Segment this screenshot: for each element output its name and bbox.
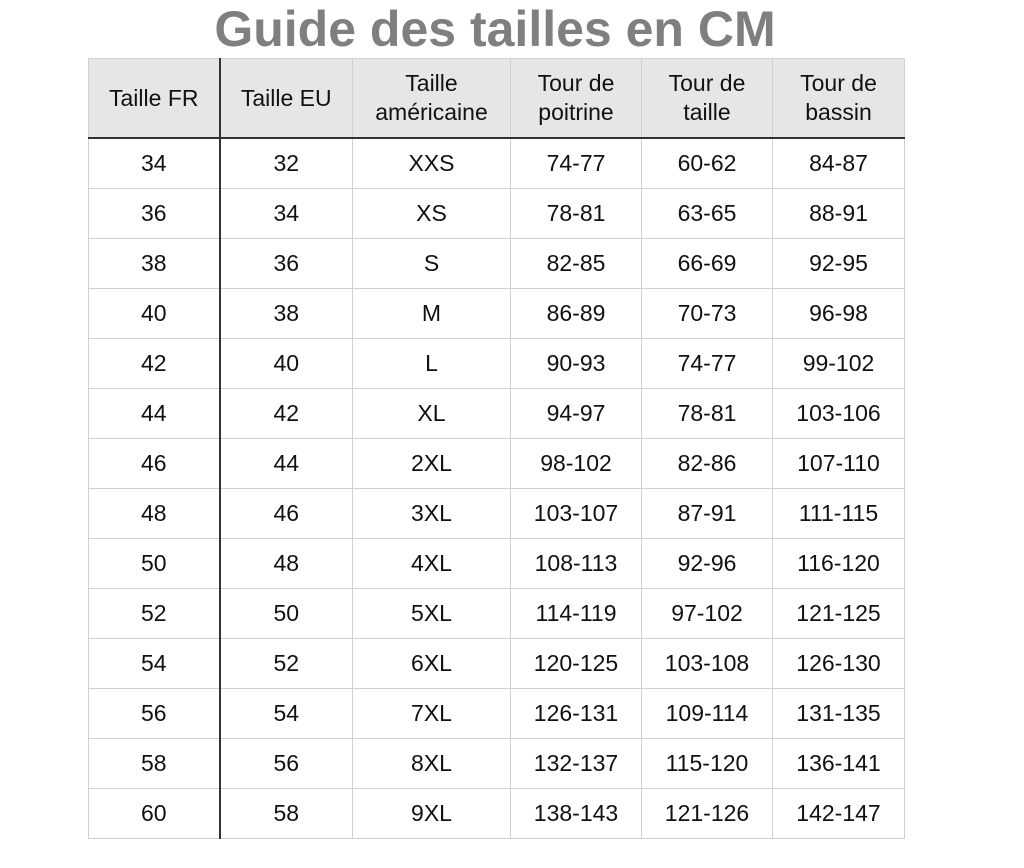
- cell-taille-fr: 52: [89, 589, 220, 639]
- cell-taille-eu: 40: [220, 339, 353, 389]
- cell-taille-eu: 36: [220, 239, 353, 289]
- table-row: [89, 539, 905, 589]
- cell-tour-de-bassin: 131-135: [773, 689, 905, 739]
- cell-taille-americaine: 3XL: [353, 489, 511, 539]
- cell-taille-fr: 40: [89, 289, 220, 339]
- cell-taille-eu: 48: [220, 539, 353, 589]
- cell-taille-americaine: 4XL: [353, 539, 511, 589]
- cell-taille-americaine: 5XL: [353, 589, 511, 639]
- cell-tour-de-taille: 121-126: [642, 789, 773, 839]
- cell-taille-americaine: M: [353, 289, 511, 339]
- cell-tour-de-poitrine: 78-81: [511, 189, 642, 239]
- cell-tour-de-taille: 87-91: [642, 489, 773, 539]
- cell-taille-eu: 50: [220, 589, 353, 639]
- header-tour-de-taille: Tour de taille: [642, 59, 773, 139]
- table-row: [89, 639, 905, 689]
- table-row: [89, 289, 905, 339]
- cell-tour-de-taille: 60-62: [642, 138, 773, 189]
- header-row: [89, 59, 905, 139]
- cell-tour-de-bassin: 84-87: [773, 138, 905, 189]
- cell-tour-de-poitrine: 108-113: [511, 539, 642, 589]
- cell-taille-eu: 46: [220, 489, 353, 539]
- cell-tour-de-taille: 97-102: [642, 589, 773, 639]
- cell-tour-de-poitrine: 86-89: [511, 289, 642, 339]
- cell-taille-eu: 52: [220, 639, 353, 689]
- table-header: [89, 59, 905, 139]
- cell-tour-de-bassin: 142-147: [773, 789, 905, 839]
- cell-taille-fr: 60: [89, 789, 220, 839]
- cell-taille-fr: 46: [89, 439, 220, 489]
- cell-tour-de-bassin: 99-102: [773, 339, 905, 389]
- cell-tour-de-taille: 63-65: [642, 189, 773, 239]
- cell-tour-de-taille: 78-81: [642, 389, 773, 439]
- table-row: [89, 189, 905, 239]
- size-chart-table: [88, 58, 905, 839]
- table-row: [89, 489, 905, 539]
- cell-taille-eu: 44: [220, 439, 353, 489]
- table-row: [89, 439, 905, 489]
- cell-tour-de-bassin: 107-110: [773, 439, 905, 489]
- cell-taille-fr: 38: [89, 239, 220, 289]
- cell-tour-de-poitrine: 94-97: [511, 389, 642, 439]
- cell-tour-de-bassin: 96-98: [773, 289, 905, 339]
- cell-tour-de-bassin: 88-91: [773, 189, 905, 239]
- cell-tour-de-taille: 109-114: [642, 689, 773, 739]
- cell-tour-de-poitrine: 90-93: [511, 339, 642, 389]
- cell-taille-americaine: XXS: [353, 138, 511, 189]
- cell-tour-de-bassin: 136-141: [773, 739, 905, 789]
- cell-tour-de-poitrine: 98-102: [511, 439, 642, 489]
- cell-tour-de-taille: 92-96: [642, 539, 773, 589]
- header-taille-americaine: Taille américaine: [353, 59, 511, 139]
- cell-taille-eu: 38: [220, 289, 353, 339]
- cell-taille-americaine: 8XL: [353, 739, 511, 789]
- cell-tour-de-bassin: 103-106: [773, 389, 905, 439]
- header-tour-de-poitrine: Tour de poitrine: [511, 59, 642, 139]
- header-taille-eu: Taille EU: [220, 59, 353, 139]
- cell-taille-eu: 56: [220, 739, 353, 789]
- header-tour-de-bassin: Tour de bassin: [773, 59, 905, 139]
- cell-taille-fr: 36: [89, 189, 220, 239]
- cell-taille-americaine: 7XL: [353, 689, 511, 739]
- cell-taille-americaine: XS: [353, 189, 511, 239]
- cell-tour-de-bassin: 126-130: [773, 639, 905, 689]
- cell-taille-eu: 54: [220, 689, 353, 739]
- cell-taille-fr: 58: [89, 739, 220, 789]
- cell-tour-de-poitrine: 82-85: [511, 239, 642, 289]
- cell-taille-eu: 34: [220, 189, 353, 239]
- cell-taille-americaine: 6XL: [353, 639, 511, 689]
- cell-taille-fr: 44: [89, 389, 220, 439]
- cell-tour-de-poitrine: 114-119: [511, 589, 642, 639]
- cell-taille-americaine: S: [353, 239, 511, 289]
- cell-taille-fr: 42: [89, 339, 220, 389]
- cell-tour-de-taille: 70-73: [642, 289, 773, 339]
- cell-tour-de-bassin: 116-120: [773, 539, 905, 589]
- cell-taille-americaine: 2XL: [353, 439, 511, 489]
- cell-tour-de-taille: 103-108: [642, 639, 773, 689]
- cell-taille-fr: 56: [89, 689, 220, 739]
- table-row: [89, 389, 905, 439]
- cell-tour-de-poitrine: 126-131: [511, 689, 642, 739]
- cell-taille-fr: 54: [89, 639, 220, 689]
- page-title: Guide des tailles en CM: [214, 1, 776, 57]
- table-row: [89, 739, 905, 789]
- cell-tour-de-taille: 66-69: [642, 239, 773, 289]
- cell-taille-eu: 32: [220, 138, 353, 189]
- cell-taille-fr: 34: [89, 138, 220, 189]
- table-row: [89, 789, 905, 839]
- header-taille-fr: Taille FR: [89, 59, 220, 139]
- cell-tour-de-taille: 74-77: [642, 339, 773, 389]
- cell-tour-de-taille: 82-86: [642, 439, 773, 489]
- table-body: [89, 138, 905, 839]
- cell-tour-de-poitrine: 120-125: [511, 639, 642, 689]
- cell-tour-de-bassin: 121-125: [773, 589, 905, 639]
- cell-taille-fr: 50: [89, 539, 220, 589]
- cell-tour-de-poitrine: 132-137: [511, 739, 642, 789]
- cell-taille-americaine: 9XL: [353, 789, 511, 839]
- table-row: [89, 339, 905, 389]
- cell-tour-de-poitrine: 103-107: [511, 489, 642, 539]
- cell-tour-de-bassin: 111-115: [773, 489, 905, 539]
- cell-taille-eu: 42: [220, 389, 353, 439]
- cell-tour-de-bassin: 92-95: [773, 239, 905, 289]
- cell-taille-eu: 58: [220, 789, 353, 839]
- table-row: [89, 589, 905, 639]
- cell-tour-de-taille: 115-120: [642, 739, 773, 789]
- table-row: [89, 239, 905, 289]
- table-row: [89, 689, 905, 739]
- cell-taille-fr: 48: [89, 489, 220, 539]
- cell-taille-americaine: XL: [353, 389, 511, 439]
- cell-taille-americaine: L: [353, 339, 511, 389]
- table-row: [89, 138, 905, 189]
- cell-tour-de-poitrine: 138-143: [511, 789, 642, 839]
- cell-tour-de-poitrine: 74-77: [511, 138, 642, 189]
